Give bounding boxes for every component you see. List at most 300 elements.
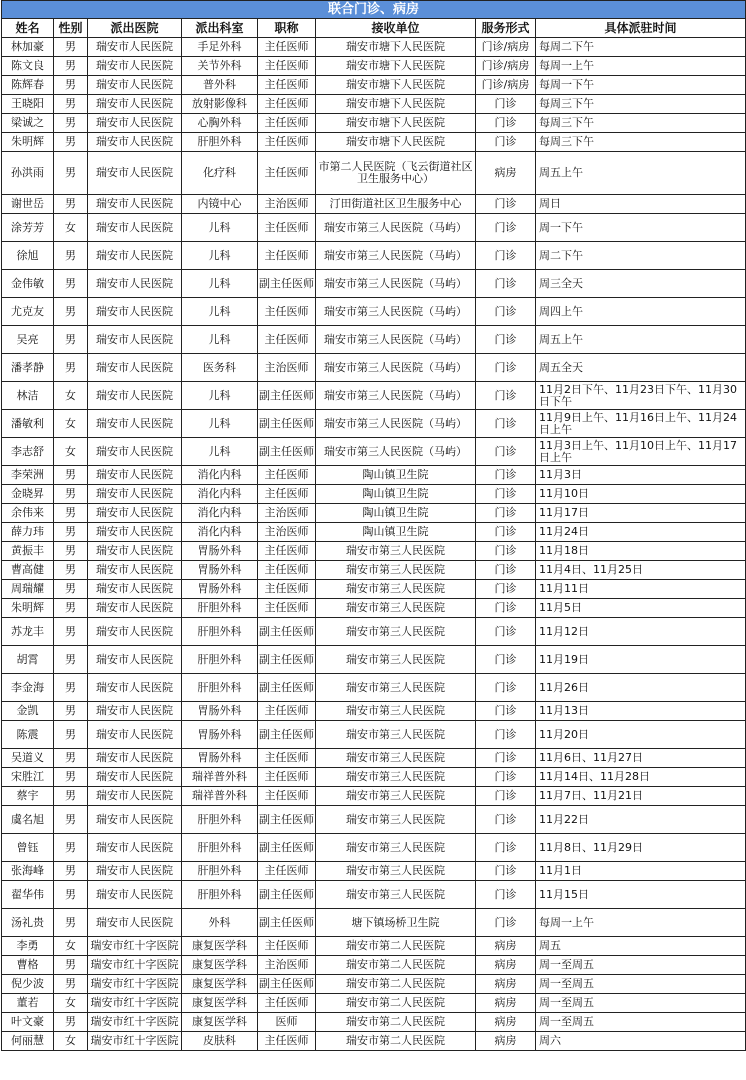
table-row xyxy=(2,542,746,561)
cell-receiving-unit: 瑞安市第三人民医院 xyxy=(316,646,476,674)
table-row xyxy=(2,354,746,382)
cell-title: 主任医师 xyxy=(258,599,316,618)
sheet-title: 联合门诊、病房 xyxy=(2,1,746,19)
header-service-type: 服务形式 xyxy=(476,19,536,38)
table-row xyxy=(2,438,746,466)
cell-title: 副主任医师 xyxy=(258,438,316,466)
cell-department: 康复医学科 xyxy=(182,994,258,1013)
cell-schedule-time: 11月11日 xyxy=(536,580,746,599)
cell-receiving-unit: 汀田街道社区卫生服务中心 xyxy=(316,195,476,214)
cell-name: 何丽慧 xyxy=(2,1032,54,1051)
cell-gender: 男 xyxy=(54,561,88,580)
cell-receiving-unit: 塘下镇场桥卫生院 xyxy=(316,909,476,937)
cell-dispatch-hospital: 瑞安市红十字医院 xyxy=(88,1013,182,1032)
cell-receiving-unit: 瑞安市第二人民医院 xyxy=(316,1013,476,1032)
cell-name: 李志舒 xyxy=(2,438,54,466)
cell-dispatch-hospital: 瑞安市人民医院 xyxy=(88,95,182,114)
cell-receiving-unit: 瑞安市第三人民医院 xyxy=(316,599,476,618)
cell-schedule-time: 周日 xyxy=(536,195,746,214)
cell-service-type: 门诊 xyxy=(476,242,536,270)
cell-receiving-unit: 瑞安市第三人民医院 xyxy=(316,618,476,646)
cell-schedule-time: 11月5日 xyxy=(536,599,746,618)
cell-name: 林洁 xyxy=(2,382,54,410)
cell-gender: 男 xyxy=(54,133,88,152)
cell-service-type: 门诊 xyxy=(476,542,536,561)
cell-dispatch-hospital: 瑞安市人民医院 xyxy=(88,881,182,909)
cell-dispatch-hospital: 瑞安市人民医院 xyxy=(88,214,182,242)
cell-name: 曹格 xyxy=(2,956,54,975)
cell-gender: 女 xyxy=(54,438,88,466)
table-row xyxy=(2,133,746,152)
table-row xyxy=(2,768,746,787)
cell-title: 主任医师 xyxy=(258,702,316,721)
cell-dispatch-hospital: 瑞安市人民医院 xyxy=(88,542,182,561)
cell-name: 薛力玮 xyxy=(2,523,54,542)
cell-department: 康复医学科 xyxy=(182,937,258,956)
cell-department: 关节外科 xyxy=(182,57,258,76)
cell-gender: 男 xyxy=(54,862,88,881)
cell-service-type: 门诊 xyxy=(476,646,536,674)
cell-schedule-time: 每周三下午 xyxy=(536,95,746,114)
cell-name: 吴道义 xyxy=(2,749,54,768)
cell-title: 主任医师 xyxy=(258,580,316,599)
cell-service-type: 门诊 xyxy=(476,561,536,580)
cell-department: 肝胆外科 xyxy=(182,834,258,862)
cell-department: 化疗科 xyxy=(182,152,258,195)
cell-gender: 男 xyxy=(54,721,88,749)
cell-gender: 男 xyxy=(54,38,88,57)
cell-receiving-unit: 瑞安市第二人民医院 xyxy=(316,956,476,975)
cell-receiving-unit: 瑞安市第三人民医院 xyxy=(316,580,476,599)
cell-name: 董若 xyxy=(2,994,54,1013)
cell-service-type: 门诊/病房 xyxy=(476,57,536,76)
table-row xyxy=(2,466,746,485)
cell-receiving-unit: 瑞安市第三人民医院（马屿） xyxy=(316,270,476,298)
cell-dispatch-hospital: 瑞安市人民医院 xyxy=(88,195,182,214)
cell-service-type: 门诊 xyxy=(476,133,536,152)
cell-department: 肝胆外科 xyxy=(182,599,258,618)
cell-title: 主任医师 xyxy=(258,994,316,1013)
cell-gender: 女 xyxy=(54,994,88,1013)
cell-service-type: 门诊 xyxy=(476,702,536,721)
cell-receiving-unit: 瑞安市塘下人民医院 xyxy=(316,57,476,76)
cell-department: 肝胆外科 xyxy=(182,881,258,909)
table-row xyxy=(2,599,746,618)
cell-department: 儿科 xyxy=(182,410,258,438)
cell-receiving-unit: 瑞安市塘下人民医院 xyxy=(316,95,476,114)
cell-service-type: 门诊 xyxy=(476,195,536,214)
cell-service-type: 病房 xyxy=(476,152,536,195)
table-row xyxy=(2,646,746,674)
cell-service-type: 门诊 xyxy=(476,466,536,485)
cell-dispatch-hospital: 瑞安市人民医院 xyxy=(88,466,182,485)
table-body xyxy=(2,38,746,1051)
cell-service-type: 病房 xyxy=(476,956,536,975)
cell-schedule-time: 11月24日 xyxy=(536,523,746,542)
cell-department: 肝胆外科 xyxy=(182,862,258,881)
table-row xyxy=(2,721,746,749)
cell-title: 副主任医师 xyxy=(258,618,316,646)
cell-service-type: 病房 xyxy=(476,975,536,994)
cell-gender: 女 xyxy=(54,214,88,242)
cell-title: 副主任医师 xyxy=(258,881,316,909)
cell-receiving-unit: 瑞安市第三人民医院（马屿） xyxy=(316,326,476,354)
cell-gender: 男 xyxy=(54,749,88,768)
cell-receiving-unit: 陶山镇卫生院 xyxy=(316,523,476,542)
cell-gender: 男 xyxy=(54,270,88,298)
table-row xyxy=(2,382,746,410)
cell-service-type: 门诊 xyxy=(476,909,536,937)
cell-schedule-time: 11月7日、11月21日 xyxy=(536,787,746,806)
table-row xyxy=(2,410,746,438)
cell-department: 消化内科 xyxy=(182,504,258,523)
cell-name: 倪少波 xyxy=(2,975,54,994)
cell-name: 虞名旭 xyxy=(2,806,54,834)
cell-dispatch-hospital: 瑞安市人民医院 xyxy=(88,862,182,881)
cell-gender: 男 xyxy=(54,298,88,326)
cell-receiving-unit: 瑞安市第三人民医院（马屿） xyxy=(316,410,476,438)
cell-gender: 男 xyxy=(54,152,88,195)
cell-title: 主治医师 xyxy=(258,504,316,523)
cell-service-type: 门诊 xyxy=(476,749,536,768)
table-row xyxy=(2,749,746,768)
cell-service-type: 门诊 xyxy=(476,298,536,326)
cell-department: 儿科 xyxy=(182,326,258,354)
cell-dispatch-hospital: 瑞安市人民医院 xyxy=(88,787,182,806)
table-row xyxy=(2,618,746,646)
cell-title: 主任医师 xyxy=(258,242,316,270)
table-row xyxy=(2,909,746,937)
cell-receiving-unit: 瑞安市第三人民医院（马屿） xyxy=(316,438,476,466)
cell-receiving-unit: 瑞安市第三人民医院 xyxy=(316,806,476,834)
cell-service-type: 门诊 xyxy=(476,270,536,298)
cell-department: 肝胆外科 xyxy=(182,806,258,834)
table-row xyxy=(2,881,746,909)
cell-receiving-unit: 瑞安市第三人民医院 xyxy=(316,674,476,702)
table-row xyxy=(2,1013,746,1032)
cell-name: 朱明辉 xyxy=(2,599,54,618)
cell-gender: 男 xyxy=(54,542,88,561)
table-row xyxy=(2,76,746,95)
cell-department: 儿科 xyxy=(182,214,258,242)
cell-department: 儿科 xyxy=(182,270,258,298)
cell-title: 主任医师 xyxy=(258,57,316,76)
cell-dispatch-hospital: 瑞安市红十字医院 xyxy=(88,994,182,1013)
cell-dispatch-hospital: 瑞安市人民医院 xyxy=(88,749,182,768)
cell-dispatch-hospital: 瑞安市人民医院 xyxy=(88,485,182,504)
table-row xyxy=(2,787,746,806)
cell-name: 余伟来 xyxy=(2,504,54,523)
cell-title: 主任医师 xyxy=(258,542,316,561)
cell-name: 金凯 xyxy=(2,702,54,721)
cell-title: 主任医师 xyxy=(258,114,316,133)
cell-name: 金伟敏 xyxy=(2,270,54,298)
cell-title: 主任医师 xyxy=(258,1032,316,1051)
cell-service-type: 门诊/病房 xyxy=(476,38,536,57)
cell-name: 林加豪 xyxy=(2,38,54,57)
header-schedule-time: 具体派驻时间 xyxy=(536,19,746,38)
cell-title: 副主任医师 xyxy=(258,674,316,702)
cell-service-type: 门诊 xyxy=(476,862,536,881)
cell-title: 主任医师 xyxy=(258,485,316,504)
cell-department: 胃肠外科 xyxy=(182,749,258,768)
table-row xyxy=(2,195,746,214)
cell-title: 副主任医师 xyxy=(258,834,316,862)
cell-schedule-time: 周一至周五 xyxy=(536,1013,746,1032)
cell-schedule-time: 11月10日 xyxy=(536,485,746,504)
cell-gender: 男 xyxy=(54,466,88,485)
cell-receiving-unit: 瑞安市第三人民医院 xyxy=(316,702,476,721)
cell-gender: 男 xyxy=(54,195,88,214)
cell-title: 主任医师 xyxy=(258,133,316,152)
cell-dispatch-hospital: 瑞安市红十字医院 xyxy=(88,937,182,956)
cell-receiving-unit: 陶山镇卫生院 xyxy=(316,485,476,504)
cell-name: 金晓昇 xyxy=(2,485,54,504)
cell-receiving-unit: 瑞安市第二人民医院 xyxy=(316,975,476,994)
cell-dispatch-hospital: 瑞安市人民医院 xyxy=(88,702,182,721)
cell-name: 黄振丰 xyxy=(2,542,54,561)
cell-receiving-unit: 瑞安市塘下人民医院 xyxy=(316,114,476,133)
cell-department: 瑞祥普外科 xyxy=(182,768,258,787)
cell-gender: 男 xyxy=(54,975,88,994)
cell-title: 副主任医师 xyxy=(258,382,316,410)
cell-name: 涂芳芳 xyxy=(2,214,54,242)
cell-department: 外科 xyxy=(182,909,258,937)
cell-receiving-unit: 瑞安市第三人民医院 xyxy=(316,561,476,580)
cell-dispatch-hospital: 瑞安市人民医院 xyxy=(88,580,182,599)
cell-service-type: 门诊 xyxy=(476,410,536,438)
cell-schedule-time: 周五全天 xyxy=(536,354,746,382)
cell-service-type: 门诊 xyxy=(476,806,536,834)
cell-receiving-unit: 瑞安市第三人民医院 xyxy=(316,881,476,909)
cell-gender: 男 xyxy=(54,523,88,542)
cell-schedule-time: 11月22日 xyxy=(536,806,746,834)
cell-receiving-unit: 瑞安市第三人民医院（马屿） xyxy=(316,354,476,382)
cell-service-type: 门诊 xyxy=(476,834,536,862)
cell-title: 主任医师 xyxy=(258,787,316,806)
table-row xyxy=(2,504,746,523)
cell-department: 胃肠外科 xyxy=(182,542,258,561)
cell-department: 胃肠外科 xyxy=(182,561,258,580)
cell-dispatch-hospital: 瑞安市人民医院 xyxy=(88,646,182,674)
cell-name: 陈辉春 xyxy=(2,76,54,95)
cell-name: 胡霄 xyxy=(2,646,54,674)
cell-schedule-time: 11月12日 xyxy=(536,618,746,646)
cell-dispatch-hospital: 瑞安市人民医院 xyxy=(88,721,182,749)
cell-dispatch-hospital: 瑞安市红十字医院 xyxy=(88,1032,182,1051)
cell-department: 肝胆外科 xyxy=(182,133,258,152)
cell-schedule-time: 周五上午 xyxy=(536,326,746,354)
cell-service-type: 病房 xyxy=(476,994,536,1013)
cell-schedule-time: 11月26日 xyxy=(536,674,746,702)
table-row xyxy=(2,702,746,721)
cell-gender: 男 xyxy=(54,806,88,834)
cell-gender: 男 xyxy=(54,909,88,937)
cell-department: 手足外科 xyxy=(182,38,258,57)
cell-department: 消化内科 xyxy=(182,523,258,542)
cell-title: 主治医师 xyxy=(258,523,316,542)
table-row xyxy=(2,1032,746,1051)
cell-service-type: 门诊 xyxy=(476,599,536,618)
cell-service-type: 门诊 xyxy=(476,721,536,749)
cell-schedule-time: 周一至周五 xyxy=(536,994,746,1013)
cell-schedule-time: 周一至周五 xyxy=(536,975,746,994)
cell-schedule-time: 周六 xyxy=(536,1032,746,1051)
cell-service-type: 门诊 xyxy=(476,881,536,909)
cell-title: 主任医师 xyxy=(258,214,316,242)
cell-dispatch-hospital: 瑞安市人民医院 xyxy=(88,834,182,862)
cell-schedule-time: 11月13日 xyxy=(536,702,746,721)
cell-dispatch-hospital: 瑞安市人民医院 xyxy=(88,806,182,834)
cell-department: 儿科 xyxy=(182,438,258,466)
cell-gender: 男 xyxy=(54,599,88,618)
table-row xyxy=(2,152,746,195)
cell-gender: 男 xyxy=(54,881,88,909)
cell-department: 消化内科 xyxy=(182,466,258,485)
cell-receiving-unit: 瑞安市塘下人民医院 xyxy=(316,76,476,95)
cell-schedule-time: 周一至周五 xyxy=(536,956,746,975)
cell-title: 副主任医师 xyxy=(258,270,316,298)
cell-department: 医务科 xyxy=(182,354,258,382)
cell-schedule-time: 11月3日上午、11月10日上午、11月17日上午 xyxy=(536,438,746,466)
cell-receiving-unit: 瑞安市第三人民医院（马屿） xyxy=(316,242,476,270)
cell-department: 康复医学科 xyxy=(182,1013,258,1032)
cell-service-type: 门诊 xyxy=(476,787,536,806)
cell-dispatch-hospital: 瑞安市红十字医院 xyxy=(88,956,182,975)
cell-title: 主任医师 xyxy=(258,749,316,768)
table-row xyxy=(2,975,746,994)
cell-receiving-unit: 瑞安市第三人民医院 xyxy=(316,721,476,749)
cell-dispatch-hospital: 瑞安市人民医院 xyxy=(88,768,182,787)
cell-name: 潘敏利 xyxy=(2,410,54,438)
cell-title: 副主任医师 xyxy=(258,806,316,834)
cell-service-type: 门诊 xyxy=(476,326,536,354)
cell-name: 梁诚之 xyxy=(2,114,54,133)
table-row xyxy=(2,270,746,298)
cell-schedule-time: 周三全天 xyxy=(536,270,746,298)
cell-name: 曹高健 xyxy=(2,561,54,580)
cell-department: 瑞祥普外科 xyxy=(182,787,258,806)
cell-gender: 男 xyxy=(54,485,88,504)
cell-name: 陈文良 xyxy=(2,57,54,76)
cell-department: 皮肤科 xyxy=(182,1032,258,1051)
cell-name: 周瑞耀 xyxy=(2,580,54,599)
cell-receiving-unit: 瑞安市塘下人民医院 xyxy=(316,133,476,152)
cell-dispatch-hospital: 瑞安市人民医院 xyxy=(88,909,182,937)
cell-schedule-time: 每周一下午 xyxy=(536,76,746,95)
cell-service-type: 病房 xyxy=(476,1013,536,1032)
cell-title: 主任医师 xyxy=(258,466,316,485)
cell-gender: 男 xyxy=(54,834,88,862)
cell-gender: 男 xyxy=(54,114,88,133)
cell-service-type: 门诊 xyxy=(476,523,536,542)
cell-receiving-unit: 瑞安市第三人民医院 xyxy=(316,787,476,806)
cell-dispatch-hospital: 瑞安市人民医院 xyxy=(88,326,182,354)
cell-gender: 男 xyxy=(54,674,88,702)
schedule-table xyxy=(1,0,746,1051)
cell-name: 宋胜江 xyxy=(2,768,54,787)
cell-receiving-unit: 瑞安市第三人民医院 xyxy=(316,862,476,881)
cell-department: 胃肠外科 xyxy=(182,580,258,599)
cell-title: 副主任医师 xyxy=(258,975,316,994)
cell-schedule-time: 11月3日 xyxy=(536,466,746,485)
cell-service-type: 门诊 xyxy=(476,504,536,523)
cell-gender: 男 xyxy=(54,95,88,114)
cell-department: 消化内科 xyxy=(182,485,258,504)
table-row xyxy=(2,242,746,270)
table-row xyxy=(2,994,746,1013)
cell-dispatch-hospital: 瑞安市人民医院 xyxy=(88,599,182,618)
schedule-sheet xyxy=(1,0,745,1051)
cell-gender: 男 xyxy=(54,504,88,523)
cell-dispatch-hospital: 瑞安市红十字医院 xyxy=(88,975,182,994)
cell-dispatch-hospital: 瑞安市人民医院 xyxy=(88,561,182,580)
cell-department: 胃肠外科 xyxy=(182,721,258,749)
cell-receiving-unit: 瑞安市第二人民医院 xyxy=(316,994,476,1013)
cell-gender: 女 xyxy=(54,937,88,956)
cell-title: 医师 xyxy=(258,1013,316,1032)
cell-title: 主任医师 xyxy=(258,561,316,580)
cell-schedule-time: 11月8日、11月29日 xyxy=(536,834,746,862)
cell-title: 主治医师 xyxy=(258,195,316,214)
cell-gender: 男 xyxy=(54,956,88,975)
cell-gender: 男 xyxy=(54,354,88,382)
cell-schedule-time: 周五 xyxy=(536,937,746,956)
cell-dispatch-hospital: 瑞安市人民医院 xyxy=(88,38,182,57)
cell-title: 副主任医师 xyxy=(258,721,316,749)
cell-service-type: 门诊 xyxy=(476,580,536,599)
cell-service-type: 门诊 xyxy=(476,438,536,466)
cell-dispatch-hospital: 瑞安市人民医院 xyxy=(88,410,182,438)
header-name: 姓名 xyxy=(2,19,54,38)
cell-title: 主任医师 xyxy=(258,937,316,956)
cell-gender: 男 xyxy=(54,787,88,806)
cell-schedule-time: 每周二下午 xyxy=(536,38,746,57)
table-row xyxy=(2,114,746,133)
cell-schedule-time: 11月17日 xyxy=(536,504,746,523)
cell-schedule-time: 周一下午 xyxy=(536,214,746,242)
cell-gender: 男 xyxy=(54,580,88,599)
cell-schedule-time: 11月6日、11月27日 xyxy=(536,749,746,768)
cell-title: 主任医师 xyxy=(258,76,316,95)
cell-department: 内镜中心 xyxy=(182,195,258,214)
cell-department: 儿科 xyxy=(182,242,258,270)
cell-dispatch-hospital: 瑞安市人民医院 xyxy=(88,618,182,646)
cell-schedule-time: 11月4日、11月25日 xyxy=(536,561,746,580)
table-row xyxy=(2,95,746,114)
cell-receiving-unit: 瑞安市第三人民医院 xyxy=(316,749,476,768)
cell-service-type: 门诊/病房 xyxy=(476,76,536,95)
cell-title: 主任医师 xyxy=(258,862,316,881)
cell-gender: 男 xyxy=(54,646,88,674)
cell-service-type: 门诊 xyxy=(476,95,536,114)
cell-gender: 男 xyxy=(54,702,88,721)
header-row xyxy=(2,19,746,38)
header-title: 职称 xyxy=(258,19,316,38)
table-row xyxy=(2,214,746,242)
table-row xyxy=(2,956,746,975)
cell-department: 康复医学科 xyxy=(182,975,258,994)
cell-gender: 女 xyxy=(54,382,88,410)
cell-schedule-time: 11月15日 xyxy=(536,881,746,909)
cell-dispatch-hospital: 瑞安市人民医院 xyxy=(88,270,182,298)
cell-name: 潘孝静 xyxy=(2,354,54,382)
cell-service-type: 门诊 xyxy=(476,674,536,702)
cell-department: 肝胆外科 xyxy=(182,618,258,646)
cell-name: 叶文豪 xyxy=(2,1013,54,1032)
cell-receiving-unit: 瑞安市第二人民医院 xyxy=(316,1032,476,1051)
cell-receiving-unit: 瑞安市第三人民医院 xyxy=(316,542,476,561)
